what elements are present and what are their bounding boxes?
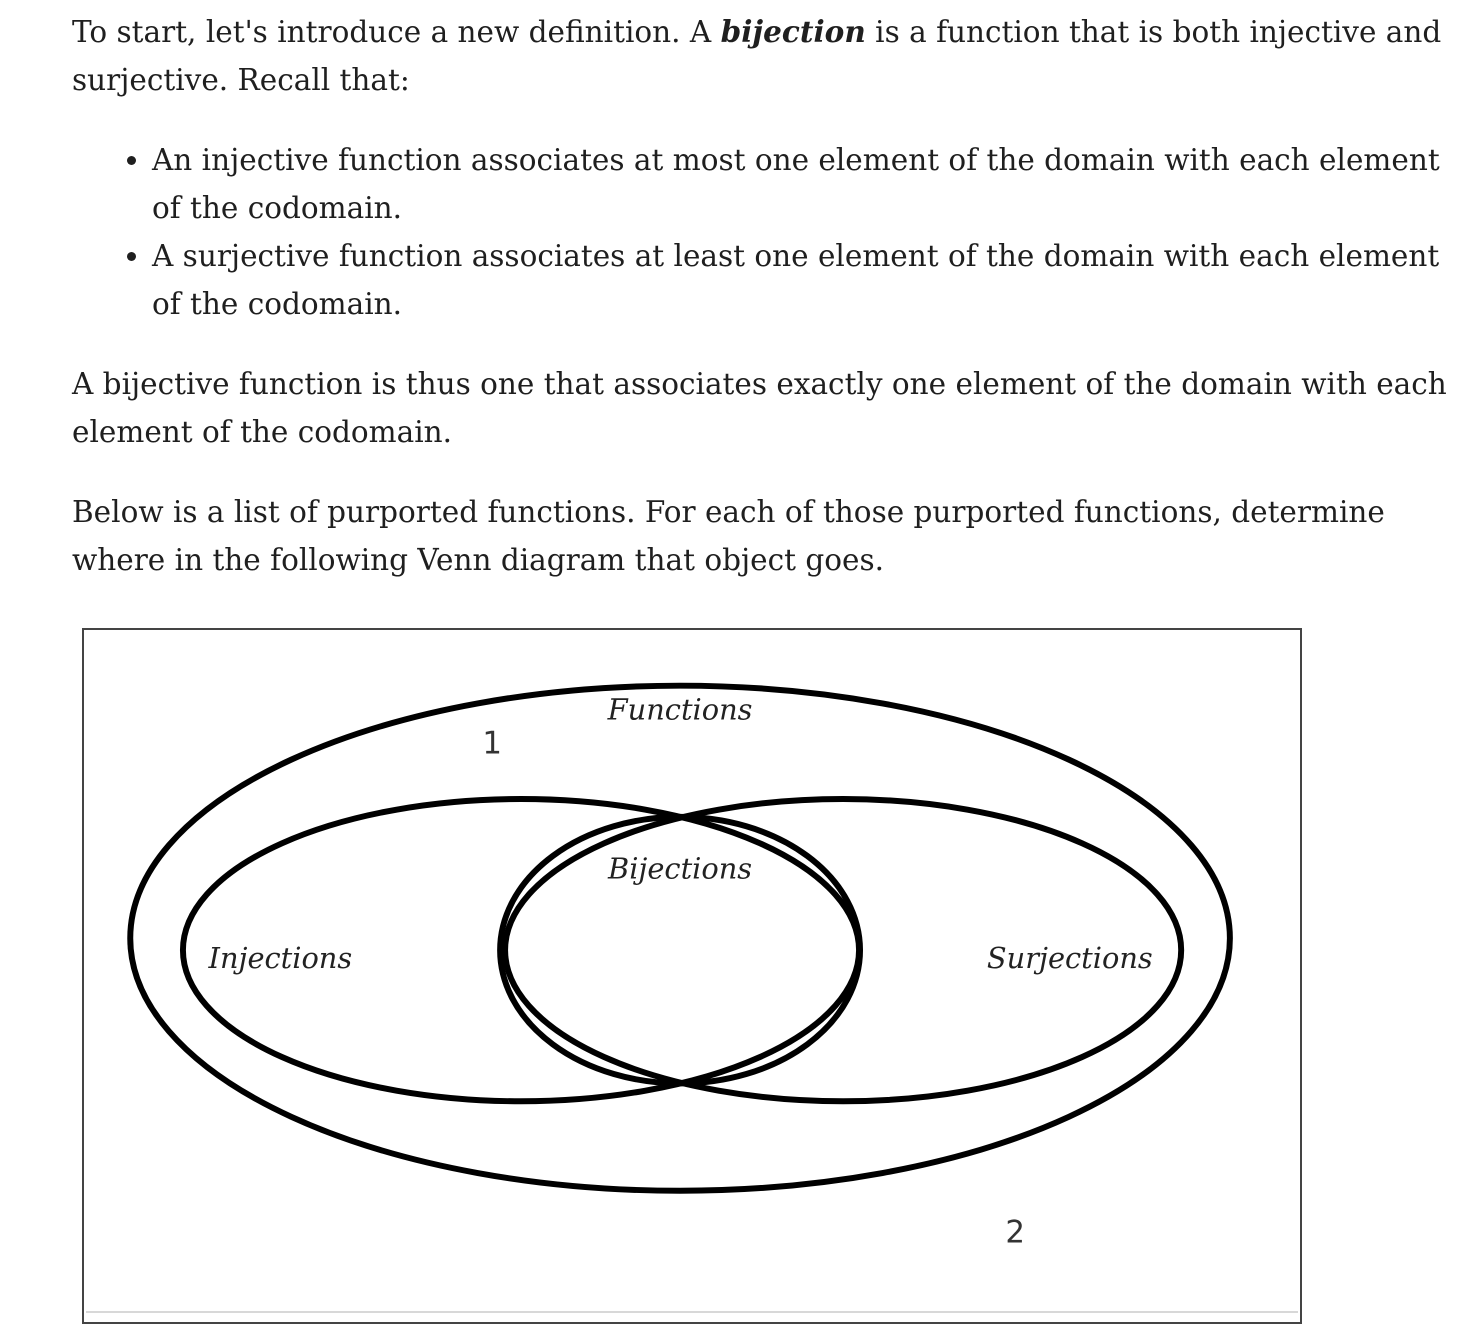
bijection-term: bijection [720, 14, 866, 49]
recall-list [72, 136, 1452, 328]
region-number-1: 1 [482, 725, 502, 762]
bijective-paragraph: A bijective function is thus one that associates exactly one element of the domain with each element of the codomain. [72, 367, 1447, 449]
list-item-surjective: • A surjective function associates at least one element of the domain with each element of the codomain. [152, 232, 1452, 328]
intro-prefix: To start, let's introduce a new definition. A [72, 15, 721, 49]
intro-suffix: is a function that is both injective and surjective. Recall that: [72, 15, 1442, 97]
functions-label: Functions [607, 692, 753, 727]
venn-diagram [82, 628, 1302, 1324]
intro-paragraph [72, 8, 1452, 104]
region-number-2: 2 [1005, 1214, 1025, 1251]
bottom-divider [86, 1311, 1298, 1313]
surjections-label: Surjections [986, 941, 1153, 976]
injections-label: Injections [208, 941, 353, 976]
bijections-label: Bijections [608, 851, 753, 886]
article-body [72, 8, 1452, 616]
instruction-paragraph: Below is a list of purported functions. For each of those purported functions, determine where in the following Venn diagram that object goes. [72, 495, 1385, 577]
functions-ellipse [130, 686, 1230, 1191]
list-item-injective: • An injective function associates at most one element of the domain with each element of the codomain. [152, 136, 1452, 232]
venn-svg [84, 630, 1300, 1322]
